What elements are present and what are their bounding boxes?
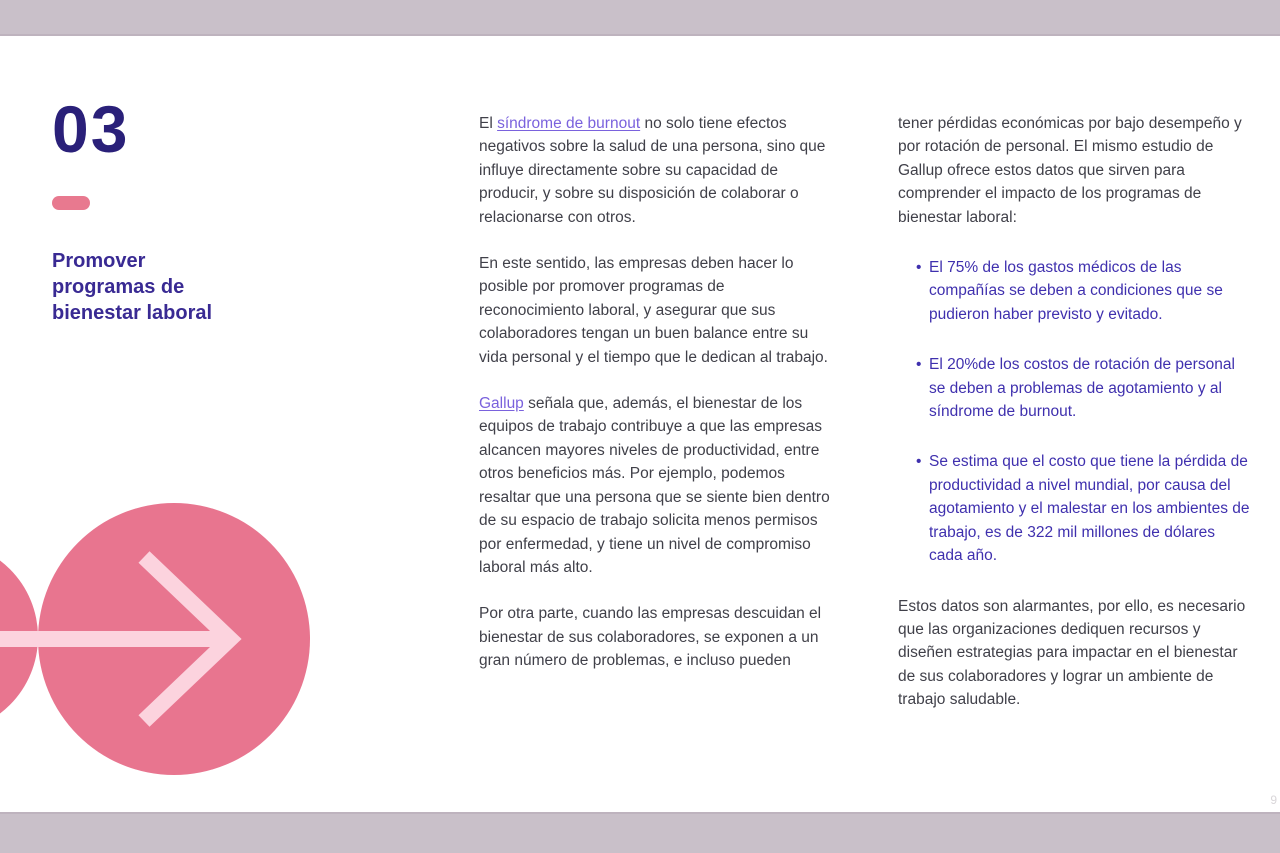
paragraph-text: señala que, además, el bienestar de los equipos de trabajo contribuye a que las empresas alcancen mayores niveles de productividad, entre otros beneficios más. Por ejemplo, podemos resaltar que una persona que se siente bien dentro de su espacio de trabajo solicita menos permisos por enfermedad, y tiene un nivel de compromiso laboral más alto.: [479, 395, 830, 576]
stats-bullet-list: [898, 256, 1250, 567]
paragraph: [479, 392, 831, 579]
burnout-link[interactable]: síndrome de burnout: [497, 115, 641, 132]
bullet-item: • El 75% de los gastos médicos de las compañías se deben a condiciones que se pudieron haber previsto y evitado.: [898, 256, 1250, 326]
paragraph-text: no solo tiene efectos negativos sobre la salud de una persona, sino que influye directamente sobre su capacidad de producir, y sobre su disposición de colaborar o relacionarse con otros.: [479, 115, 826, 226]
bullet-item: • El 20%de los costos de rotación de personal se deben a problemas de agotamiento y al síndrome de burnout.: [898, 353, 1250, 423]
top-bar: [0, 0, 1280, 36]
paragraph-text: El: [479, 115, 498, 132]
paragraph: En este sentido, las empresas deben hacer lo posible por promover programas de reconocimiento laboral, y asegurar que sus colaboradores tengan un buen balance entre su vida personal y el tiempo que le dedican al trabajo.: [479, 255, 828, 366]
gallup-link[interactable]: Gallup: [479, 395, 524, 413]
paragraph: tener pérdidas económicas por bajo desempeño y por rotación de personal. El mismo estudio de Gallup ofrece estos datos que sirven para comprender el impacto de los programas de bienestar laboral:: [898, 115, 1242, 226]
page-number: 9: [1270, 793, 1277, 807]
right-column: [898, 112, 1250, 735]
paragraph: Por otra parte, cuando las empresas descuidan el bienestar de sus colaboradores, se exponen a un gran número de problemas, e incluso pueden: [479, 605, 822, 670]
accent-dash: [52, 196, 90, 210]
paragraph: [479, 112, 831, 229]
chapter-number: 03: [52, 92, 130, 166]
bottom-bar: [0, 812, 1280, 853]
paragraph: Estos datos son alarmantes, por ello, es necesario que las organizaciones dediquen recursos y diseñen estrategias para impactar en el bienestar de sus colaboradores y lograr un ambiente de trabajo saludable.: [898, 597, 1246, 709]
chapter-title: Promover programas de bienestar laboral: [52, 250, 213, 324]
middle-column: [479, 112, 831, 696]
bullet-item: • Se estima que el costo que tiene la pérdida de productividad a nivel mundial, por causa del agotamiento y el malestar en los ambientes de trabajo, es de 322 mil millones de dólares cada año.: [898, 450, 1250, 567]
arrow-right-icon: [0, 500, 320, 790]
